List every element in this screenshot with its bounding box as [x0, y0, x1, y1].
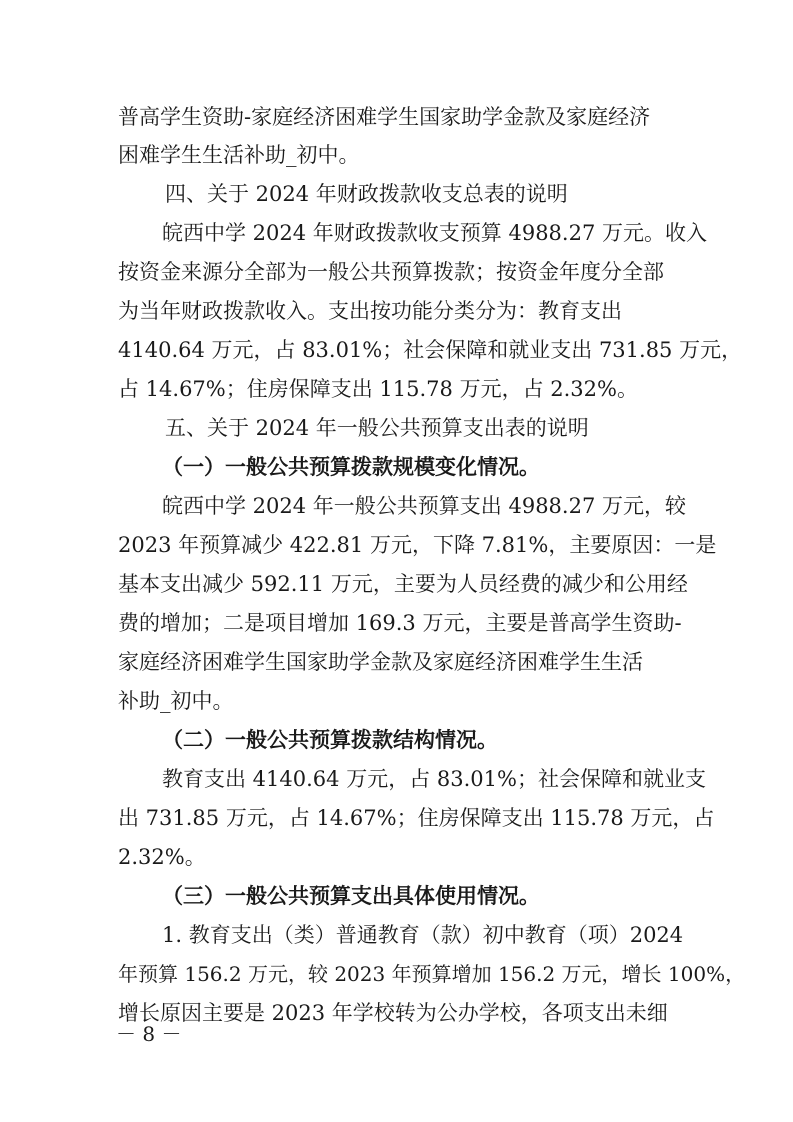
- paragraph-line: 年预算 156.2 万元，较 2023 年预算增加 156.2 万元，增长 100%，: [118, 962, 746, 986]
- subsection-heading: （三）一般公共预算支出具体使用情况。: [162, 883, 540, 908]
- paragraph-line: 4140.64 万元，占 83.01%；社会保障和就业支出 731.85 万元，: [118, 338, 743, 362]
- paragraph-line: 家庭经济困难学生国家助学金款及家庭经济困难学生生活: [118, 650, 643, 674]
- subsection-heading: （一）一般公共预算拨款规模变化情况。: [162, 454, 540, 479]
- paragraph-line: 为当年财政拨款收入。支出按功能分类分为：教育支出: [118, 299, 622, 323]
- paragraph-line: 普高学生资助-家庭经济困难学生国家助学金款及家庭经济: [118, 105, 651, 129]
- subsection-heading: （二）一般公共预算拨款结构情况。: [162, 727, 498, 752]
- paragraph-line: 1. 教育支出（类）普通教育（款）初中教育（项）2024: [162, 923, 684, 947]
- paragraph-line: 2023 年预算减少 422.81 万元，下降 7.81%，主要原因：一是: [118, 533, 717, 557]
- paragraph-line: 补助_初中。: [118, 689, 234, 713]
- paragraph-line: 皖西中学 2024 年一般公共预算支出 4988.27 万元，较: [162, 494, 686, 518]
- paragraph-line: 皖西中学 2024 年财政拨款收支预算 4988.27 万元。收入: [162, 221, 707, 245]
- section-heading: 四、关于 2024 年财政拨款收支总表的说明: [165, 182, 568, 206]
- page-number: － 8 －: [116, 1022, 182, 1046]
- paragraph-line: 占 14.67%；住房保障支出 115.78 万元，占 2.32%。: [118, 377, 638, 401]
- paragraph-line: 出 731.85 万元，占 14.67%；住房保障支出 115.78 万元，占: [118, 806, 715, 830]
- paragraph-line: 费的增加；二是项目增加 169.3 万元，主要是普高学生资助-: [118, 611, 682, 635]
- paragraph-line: 2.32%。: [118, 845, 206, 869]
- paragraph-line: 困难学生生活补助_初中。: [118, 143, 360, 167]
- paragraph-line: 按资金来源分全部为一般公共预算拨款；按资金年度分全部: [118, 260, 664, 284]
- paragraph-line: 教育支出 4140.64 万元，占 83.01%；社会保障和就业支: [162, 767, 706, 791]
- paragraph-line: 基本支出减少 592.11 万元，主要为人员经费的减少和公用经: [118, 572, 688, 596]
- paragraph-line: 增长原因主要是 2023 年学校转为公办学校，各项支出未细: [118, 1001, 668, 1025]
- section-heading: 五、关于 2024 年一般公共预算支出表的说明: [165, 416, 589, 440]
